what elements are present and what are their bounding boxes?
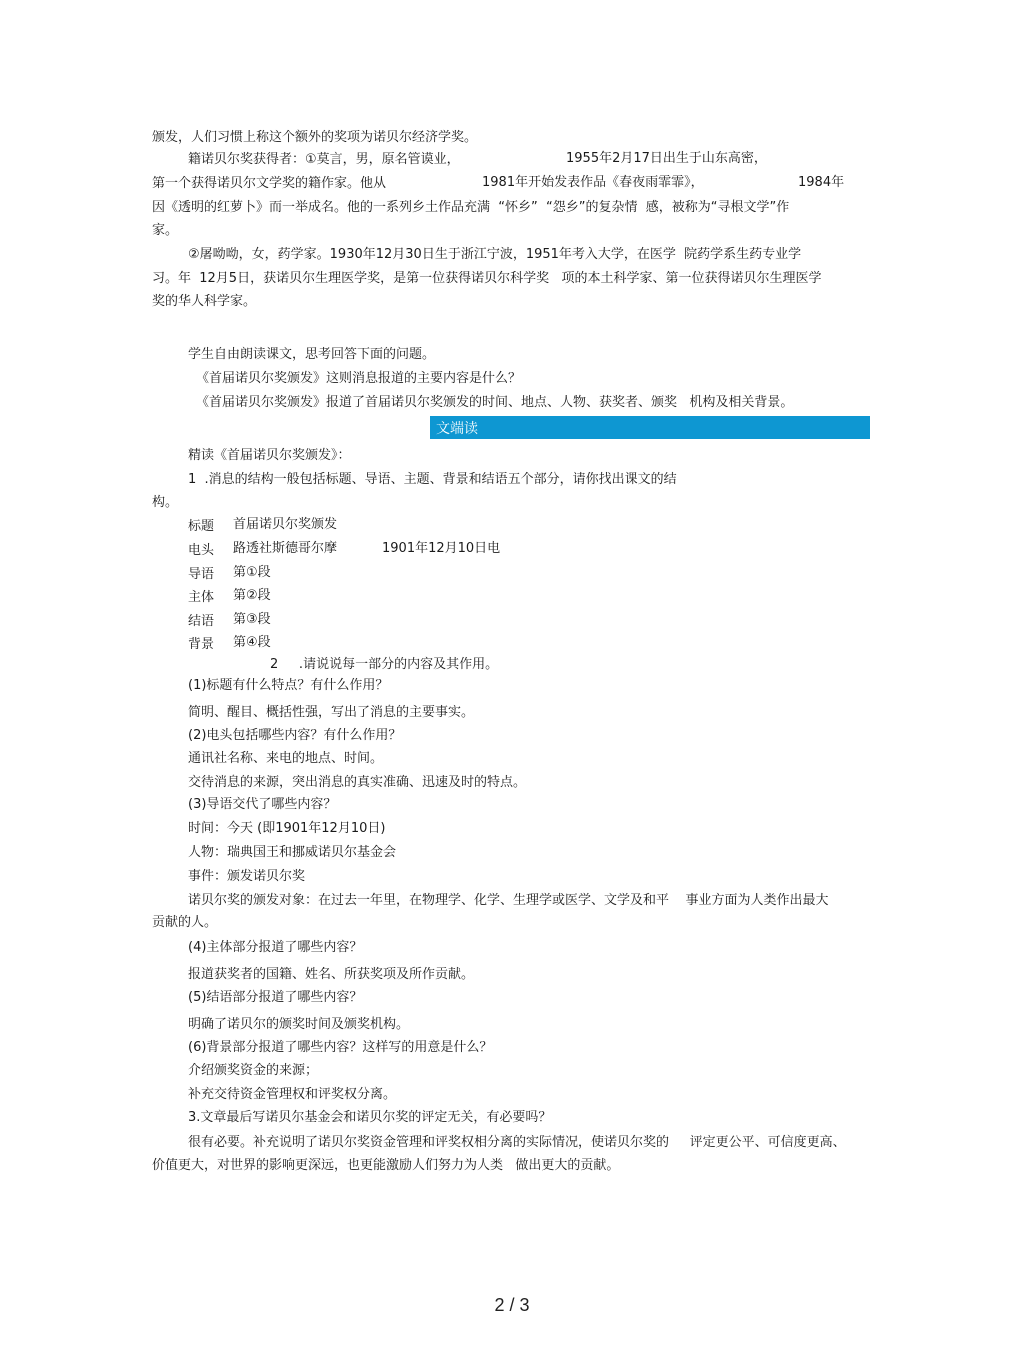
text-line: (5)结语部分报道了哪些内容？ xyxy=(188,990,363,1005)
text-line: 明确了诺贝尔的颁奖时间及颁奖机构。 xyxy=(188,1017,410,1032)
text-line: 奖的华人科学家。 xyxy=(152,294,257,309)
text-line: 第①段 xyxy=(233,565,271,580)
text-line: 通讯社名称、来电的地点、时间。 xyxy=(188,751,384,766)
text-line: 《首届诺贝尔奖颁发》这则消息报道的主要内容是什么？ xyxy=(196,371,522,386)
text-line: 时间：今天 (即1901年12月10日) xyxy=(188,821,386,836)
text-line: 籍诺贝尔奖获得者：①莫言，男，原名管谟业， xyxy=(188,152,460,167)
text-line: ②屠呦呦，女，药学家。1930年12月30日生于浙江宁波，1951年考入大学，在医学 院药学系生药专业学 xyxy=(188,247,802,262)
section-banner-title: 文端读 xyxy=(436,421,478,437)
text-line: 介绍颁奖资金的来源； xyxy=(188,1063,319,1078)
text-line: 事件：颁发诺贝尔奖 xyxy=(188,869,306,884)
text-line: 报道获奖者的国籍、姓名、所获奖项及所作贡献。 xyxy=(188,967,475,982)
text-line: (1)标题有什么特点？有什么作用？ xyxy=(188,678,389,693)
text-line: 补充交待资金管理权和评奖权分离。 xyxy=(188,1087,397,1102)
text-line: 主体 xyxy=(188,590,215,605)
text-line: 1984年 xyxy=(798,175,845,190)
text-line: 导语 xyxy=(188,567,215,582)
text-line: 颁发，人们习惯上称这个额外的奖项为诺贝尔经济学奖。 xyxy=(152,130,478,145)
text-line: 3.文章最后写诺贝尔基金会和诺贝尔奖的评定无关，有必要吗？ xyxy=(188,1110,552,1125)
text-line: 电头 xyxy=(188,543,215,558)
text-line: 1981年开始发表作品《春夜雨霏霏》， xyxy=(482,175,704,190)
text-line: 1955年2月17日出生于山东高密， xyxy=(566,151,767,166)
text-line: (6)背景部分报道了哪些内容？这样写的用意是什么？ xyxy=(188,1040,493,1055)
text-line: 学生自由朗读课文，思考回答下面的问题。 xyxy=(188,347,436,362)
text-line: 首届诺贝尔奖颁发 xyxy=(233,517,338,532)
text-line: 家。 xyxy=(152,223,179,238)
text-line: 交待消息的来源，突出消息的真实准确、迅速及时的特点。 xyxy=(188,775,527,790)
text-line: 第③段 xyxy=(233,612,271,627)
text-line: 结语 xyxy=(188,614,215,629)
text-line: 习。年 12月5日，获诺贝尔生理医学奖，是第一位获得诺贝尔科学奖 项的本土科学家、第一位获得诺贝尔生理医学 xyxy=(152,271,822,286)
text-line: 1901年12月10日电 xyxy=(382,541,501,556)
text-line: 很有必要。补充说明了诺贝尔奖资金管理和评奖权相分离的实际情况，使诺贝尔奖的 评定更公平、可信度更高、 xyxy=(188,1135,846,1150)
text-line: (4)主体部分报道了哪些内容？ xyxy=(188,940,363,955)
text-line: 人物：瑞典国王和挪威诺贝尔基金会 xyxy=(188,845,397,860)
text-line: 精读《首届诺贝尔奖颁发》： xyxy=(188,448,351,463)
section-banner xyxy=(430,416,870,439)
text-line: (2)电头包括哪些内容？有什么作用？ xyxy=(188,728,402,743)
text-line: 第②段 xyxy=(233,588,271,603)
text-line: 背景 xyxy=(188,637,215,652)
text-line: 路透社斯德哥尔摩 xyxy=(233,541,338,556)
text-line: 第④段 xyxy=(233,635,271,650)
text-line: 《首届诺贝尔奖颁发》报道了首届诺贝尔奖颁发的时间、地点、人物、获奖者、颁奖 机构及相关背景。 xyxy=(196,395,794,410)
text-line: 2 .请说说每一部分的内容及其作用。 xyxy=(270,657,499,672)
text-line: 诺贝尔奖的颁发对象：在过去一年里，在物理学、化学、生理学或医学、文学及和平 事业方面为人类作出最大 xyxy=(188,893,829,908)
text-line: 因《透明的红萝卜》而一举成名。他的一系列乡土作品充满 “怀乡” “怨乡”的复杂情 感，被称为“寻根文学”作 xyxy=(152,200,790,215)
text-line: 标题 xyxy=(188,519,215,534)
text-line: (3)导语交代了哪些内容？ xyxy=(188,797,337,812)
text-line: 简明、醒目、概括性强，写出了消息的主要事实。 xyxy=(188,705,475,720)
text-line: 构。 xyxy=(152,495,179,510)
page-number: 2 / 3 xyxy=(494,1295,530,1315)
text-line: 贡献的人。 xyxy=(152,915,218,930)
text-line: 价值更大，对世界的影响更深远，也更能激励人们努力为人类 做出更大的贡献。 xyxy=(152,1158,620,1173)
text-line: 第一个获得诺贝尔文学奖的籍作家。他从 xyxy=(152,176,387,191)
text-line: 1 .消息的结构一般包括标题、导语、主题、背景和结语五个部分，请你找出课文的结 xyxy=(188,472,677,487)
